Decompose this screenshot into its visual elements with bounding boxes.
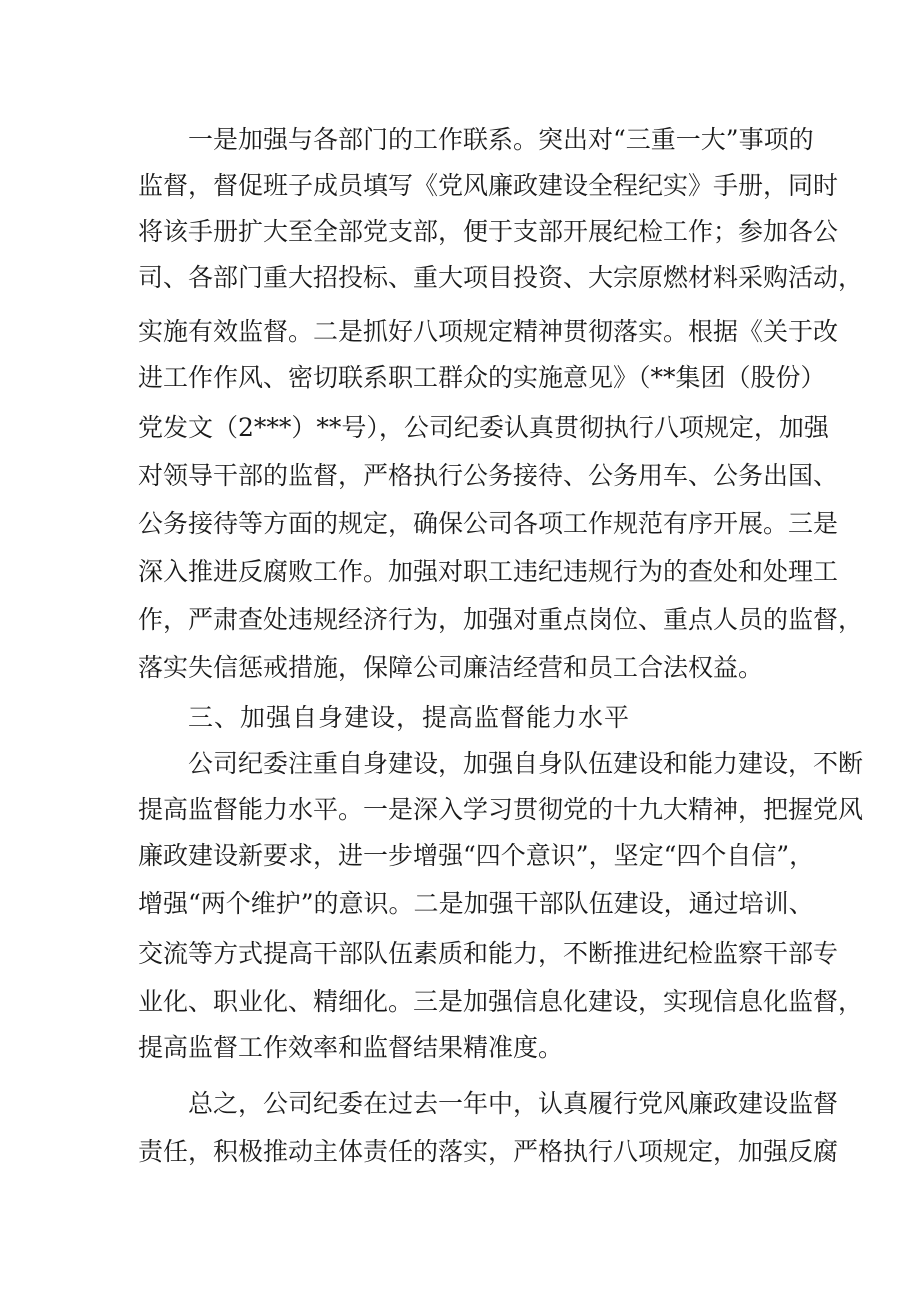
paragraph-line: 落实失信惩戒措施，保障公司廉洁经营和员工合法权益。 [138, 653, 764, 682]
paragraph-line: 实施有效监督。二是抓好八项规定精神贯彻落实。根据《关于改 [138, 317, 839, 346]
paragraph-line: 公务接待等方面的规定，确保公司各项工作规范有序开展。三是 [138, 509, 839, 538]
paragraph-line: 提高监督能力水平。一是深入学习贯彻党的十九大精神，把握党风 [138, 795, 864, 824]
paragraph-line: 交流等方式提高干部队伍素质和能力，不断推进纪检监察干部专 [138, 939, 839, 968]
paragraph-line: 作，严肃查处违规经济行为，加强对重点岗位、重点人员的监督， [138, 605, 864, 634]
paragraph-line: 责任，积极推动主体责任的落实，严格执行八项规定，加强反腐 [138, 1137, 839, 1166]
paragraph-line: 将该手册扩大至全部党支部，便于支部开展纪检工作；参加各公 [138, 217, 839, 246]
paragraph-line: 增强“两个维护”的意识。二是加强干部队伍建设，通过培训、 [138, 889, 814, 918]
paragraph-line: 深入推进反腐败工作。加强对职工违纪违规行为的查处和处理工 [138, 557, 839, 586]
paragraph-line: 党发文（2***）**号），公司纪委认真贯彻执行八项规定，加强 [138, 413, 829, 442]
paragraph-line: 业化、职业化、精细化。三是加强信息化建设，实现信息化监督， [138, 987, 864, 1016]
section-heading: 三、加强自身建设，提高监督能力水平 [188, 703, 631, 732]
paragraph-line: 对领导干部的监督，严格执行公务接待、公务用车、公务出国、 [138, 461, 839, 490]
paragraph-line: 提高监督工作效率和监督结果精准度。 [138, 1033, 564, 1062]
paragraph-line: 廉政建设新要求，进一步增强“四个意识”，坚定“四个自信”， [138, 841, 815, 870]
paragraph-line: 监督，督促班子成员填写《党风廉政建设全程纪实》手册，同时 [138, 171, 839, 200]
paragraph-line: 司、各部门重大招投标、重大项目投资、大宗原燃材料采购活动， [138, 263, 864, 292]
paragraph-line: 进工作作风、密切联系职工群众的实施意见》（**集团（股份） [138, 363, 826, 392]
paragraph-line: 一是加强与各部门的工作联系。突出对“三重一大”事项的 [188, 125, 814, 154]
paragraph-line: 总之，公司纪委在过去一年中，认真履行党风廉政建设监督 [188, 1089, 839, 1118]
paragraph-line: 公司纪委注重自身建设，加强自身队伍建设和能力建设，不断 [188, 749, 864, 778]
